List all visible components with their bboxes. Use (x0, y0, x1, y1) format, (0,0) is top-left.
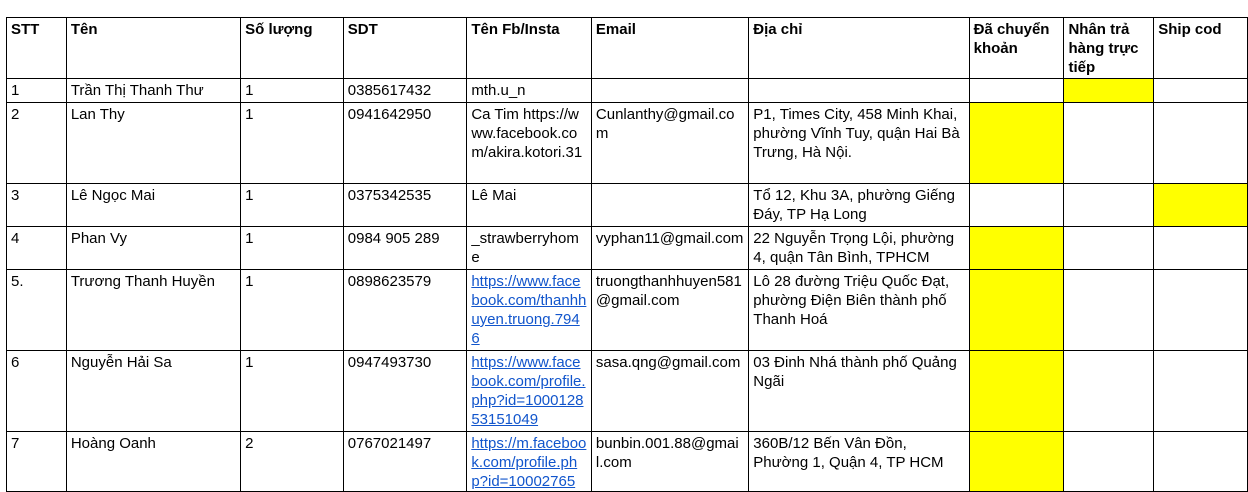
cell-sdt[interactable]: 0375342535 (343, 184, 467, 227)
cell-email[interactable]: sasa.qng@gmail.com (591, 351, 748, 432)
table-row (7, 351, 1248, 432)
cell-email[interactable]: truongthanhhuyen581@gmail.com (591, 270, 748, 351)
table-row (7, 184, 1248, 227)
cell-da-chuyen-khoan[interactable] (969, 227, 1064, 270)
cell-da-chuyen-khoan[interactable] (969, 432, 1064, 492)
header-nhan-tra-hang[interactable]: Nhân trả hàng trực tiếp (1064, 18, 1154, 79)
cell-ship-cod[interactable] (1154, 351, 1248, 432)
orders-table (6, 17, 1248, 492)
cell-stt[interactable]: 6 (7, 351, 67, 432)
cell-sdt[interactable]: 0984 905 289 (343, 227, 467, 270)
cell-ship-cod[interactable] (1154, 103, 1248, 184)
header-email[interactable]: Email (591, 18, 748, 79)
cell-so-luong[interactable]: 1 (241, 227, 344, 270)
cell-sdt[interactable]: 0898623579 (343, 270, 467, 351)
cell-nhan-tra-hang[interactable] (1064, 270, 1154, 351)
table-row (7, 103, 1248, 184)
cell-ten[interactable]: Trần Thị Thanh Thư (66, 79, 240, 103)
cell-ten[interactable]: Trương Thanh Huyền (66, 270, 240, 351)
cell-so-luong[interactable]: 2 (241, 432, 344, 492)
table-row (7, 432, 1248, 492)
cell-stt[interactable]: 4 (7, 227, 67, 270)
cell-ten-fb[interactable] (467, 351, 592, 432)
cell-so-luong[interactable]: 1 (241, 79, 344, 103)
cell-stt[interactable]: 5. (7, 270, 67, 351)
cell-sdt[interactable]: 0767021497 (343, 432, 467, 492)
table-row (7, 270, 1248, 351)
cell-email[interactable] (591, 79, 748, 103)
cell-dia-chi[interactable]: 360B/12 Bến Vân Đồn, Phường 1, Quận 4, TP HCM (749, 432, 969, 492)
cell-so-luong[interactable]: 1 (241, 103, 344, 184)
cell-ship-cod[interactable] (1154, 79, 1248, 103)
header-da-chuyen-khoan[interactable]: Đã chuyển khoản (969, 18, 1064, 79)
fb-link[interactable]: https://m.facebook.com/profile.php?id=10002765 (471, 435, 587, 490)
cell-dia-chi[interactable]: Tổ 12, Khu 3A, phường Giếng Đáy, TP Hạ Long (749, 184, 969, 227)
cell-stt[interactable]: 7 (7, 432, 67, 492)
cell-ten-fb[interactable] (467, 103, 592, 184)
cell-sdt[interactable]: 0941642950 (343, 103, 467, 184)
cell-da-chuyen-khoan[interactable] (969, 351, 1064, 432)
fb-url: https://www.facebook.com/akira.kotori.31 (471, 106, 583, 161)
cell-nhan-tra-hang[interactable] (1064, 351, 1154, 432)
fb-name: Ca Tim (471, 106, 519, 123)
spreadsheet (6, 17, 1248, 492)
cell-stt[interactable]: 3 (7, 184, 67, 227)
cell-da-chuyen-khoan[interactable] (969, 270, 1064, 351)
cell-nhan-tra-hang[interactable] (1064, 79, 1154, 103)
cell-ship-cod[interactable] (1154, 270, 1248, 351)
cell-nhan-tra-hang[interactable] (1064, 103, 1154, 184)
table-row (7, 79, 1248, 103)
cell-ten-fb[interactable] (467, 432, 592, 492)
cell-email[interactable]: vyphan11@gmail.com (591, 227, 748, 270)
fb-link[interactable]: https://www.facebook.com/profile.php?id=100012853151049 (471, 354, 586, 428)
cell-ten[interactable]: Phan Vy (66, 227, 240, 270)
header-ship-cod[interactable]: Ship cod (1154, 18, 1248, 79)
header-ten[interactable]: Tên (66, 18, 240, 79)
cell-nhan-tra-hang[interactable] (1064, 227, 1154, 270)
cell-email[interactable]: Cunlanthy@gmail.com (591, 103, 748, 184)
cell-email[interactable] (591, 184, 748, 227)
cell-ten[interactable]: Lan Thy (66, 103, 240, 184)
cell-ten-fb[interactable]: mth.u_n (467, 79, 592, 103)
cell-so-luong[interactable]: 1 (241, 270, 344, 351)
cell-sdt[interactable]: 0947493730 (343, 351, 467, 432)
cell-stt[interactable]: 1 (7, 79, 67, 103)
cell-ship-cod[interactable] (1154, 227, 1248, 270)
header-dia-chi[interactable]: Địa chỉ (749, 18, 969, 79)
header-stt[interactable]: STT (7, 18, 67, 79)
cell-ten-fb[interactable]: Lê Mai (467, 184, 592, 227)
cell-so-luong[interactable]: 1 (241, 184, 344, 227)
cell-dia-chi[interactable]: P1, Times City, 458 Minh Khai, phường Vĩnh Tuy, quận Hai Bà Trưng, Hà Nội. (749, 103, 969, 184)
cell-ten[interactable]: Hoàng Oanh (66, 432, 240, 492)
cell-nhan-tra-hang[interactable] (1064, 184, 1154, 227)
cell-email[interactable]: bunbin.001.88@gmail.com (591, 432, 748, 492)
header-so-luong[interactable]: Số lượng (241, 18, 344, 79)
cell-da-chuyen-khoan[interactable] (969, 103, 1064, 184)
header-sdt[interactable]: SDT (343, 18, 467, 79)
cell-dia-chi[interactable]: 22 Nguyễn Trọng Lội, phường 4, quận Tân Bình, TPHCM (749, 227, 969, 270)
cell-sdt[interactable]: 0385617432 (343, 79, 467, 103)
cell-dia-chi[interactable]: 03 Đinh Nhá thành phố Quảng Ngãi (749, 351, 969, 432)
cell-da-chuyen-khoan[interactable] (969, 184, 1064, 227)
cell-dia-chi[interactable] (749, 79, 969, 103)
cell-nhan-tra-hang[interactable] (1064, 432, 1154, 492)
cell-ship-cod[interactable] (1154, 432, 1248, 492)
cell-ship-cod[interactable] (1154, 184, 1248, 227)
cell-ten[interactable]: Nguyễn Hải Sa (66, 351, 240, 432)
cell-stt[interactable]: 2 (7, 103, 67, 184)
header-row (7, 18, 1248, 79)
cell-dia-chi[interactable]: Lô 28 đường Triệu Quốc Đạt, phường Điện Biên thành phố Thanh Hoá (749, 270, 969, 351)
cell-ten[interactable]: Lê Ngọc Mai (66, 184, 240, 227)
fb-link[interactable]: https://www.facebook.com/thanhhuyen.truong.7946 (471, 273, 587, 347)
cell-ten-fb[interactable]: _strawberryhome (467, 227, 592, 270)
table-row (7, 227, 1248, 270)
cell-da-chuyen-khoan[interactable] (969, 79, 1064, 103)
cell-so-luong[interactable]: 1 (241, 351, 344, 432)
header-ten-fb[interactable]: Tên Fb/Insta (467, 18, 592, 79)
cell-ten-fb[interactable] (467, 270, 592, 351)
